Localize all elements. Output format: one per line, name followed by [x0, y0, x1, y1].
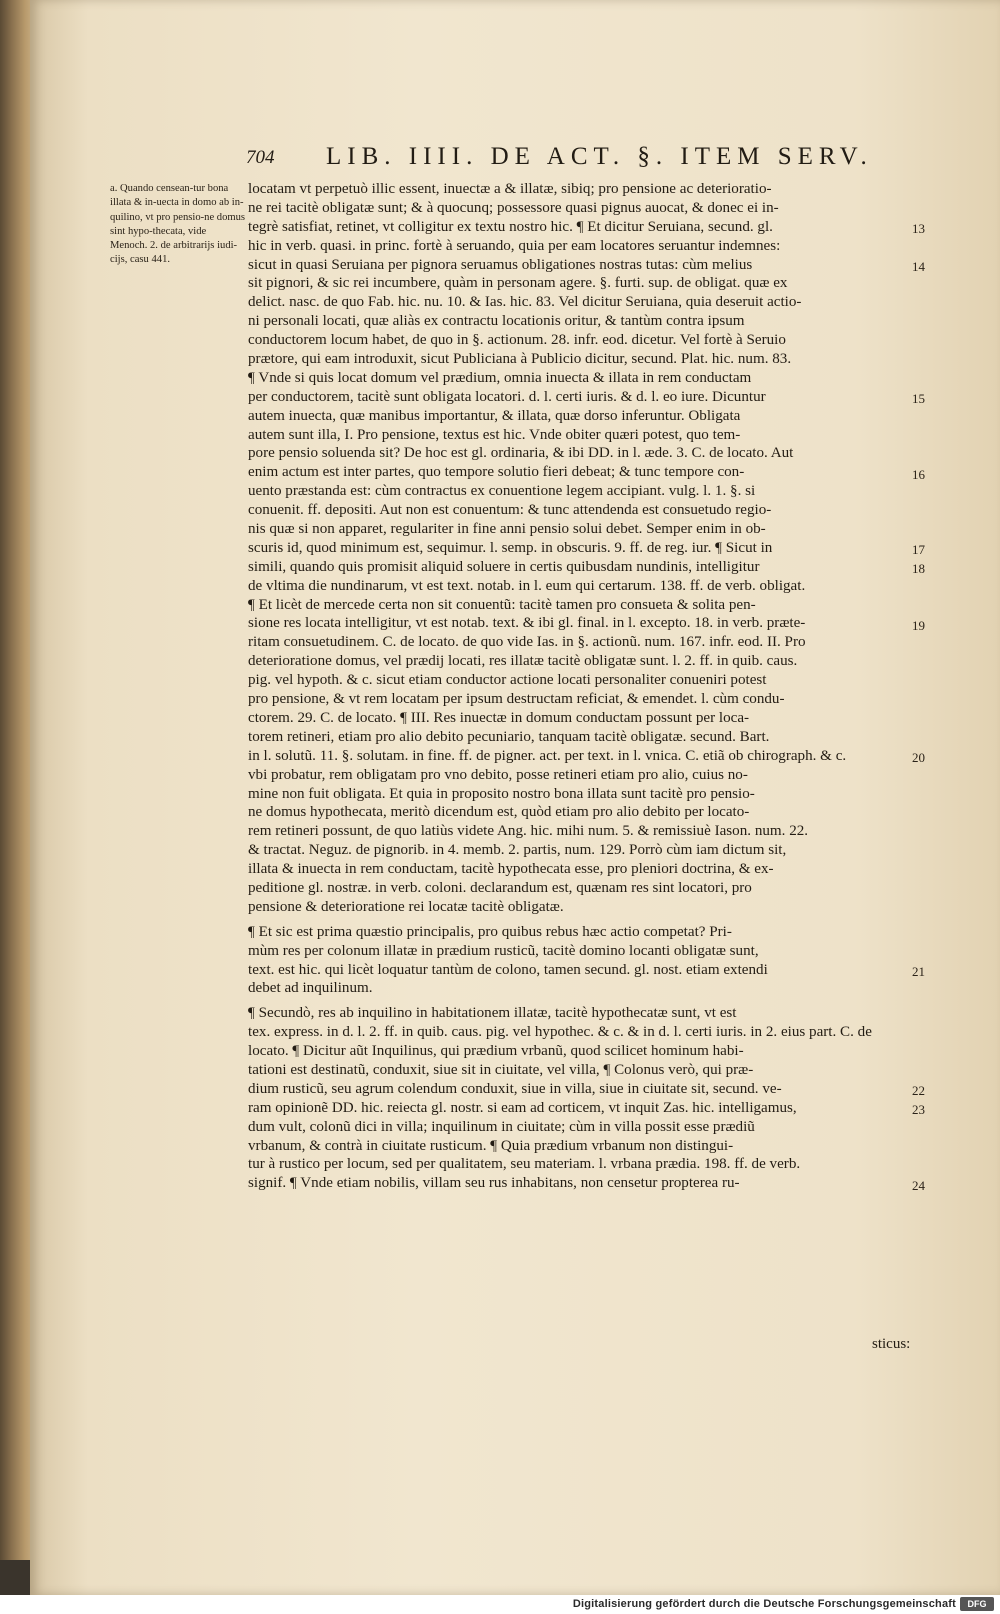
line-number: 13 — [912, 220, 925, 236]
text-line: ne domus hypothecata, meritò dicendum est, quòd etiam pro alio debito per locato- — [248, 804, 750, 821]
text-line: in l. solutũ. 11. §. solutam. in fine. ff. de pigner. act. per text. in l. vnica. C. etiã ob chirograph. & c. — [248, 747, 847, 764]
text-line: & tractat. Neguz. de pignorib. in 4. memb. 2. partis, num. 129. Porrò cùm iam dictum sit, — [248, 842, 787, 859]
text-line: mùm res per colonum illatæ in prædium rusticũ, tacitè domino locanti obligatæ sunt, — [248, 942, 759, 959]
text-line: scuris id, quod minimum est, sequimur. l. semp. in obscuris. 9. ff. de reg. iur. ¶ Sicut in — [248, 539, 773, 556]
running-head: LIB. IIII. DE ACT. §. ITEM SERV. — [326, 143, 873, 170]
text-line: autem inuecta, quæ manibus importantur, & illata, quæ dorso inferuntur. Obligata — [248, 407, 741, 424]
text-line: tationi est destinatũ, conduxit, siue sit in ciuitate, vel villa, ¶ Colonus verò, qui præ- — [248, 1061, 754, 1078]
text-line: locatam vt perpetuò illic essent, inuectæ a & illatæ, sibiq; pro pensione ac deterioratio- — [248, 181, 772, 197]
line-number: 21 — [912, 963, 925, 979]
text-line: debet ad inquilinum. — [248, 980, 373, 997]
text-line: peditione gl. nostræ. in verb. coloni. declarandum est, quænam res sint locatori, pro — [248, 879, 752, 896]
line-number: 24 — [912, 1177, 925, 1193]
text-line: de vltima die nundinarum, vt est text. notab. in l. eum qui certarum. 138. ff. de verb. obligat. — [248, 577, 806, 594]
line-number: 23 — [912, 1102, 925, 1118]
catchword: sticus: — [872, 1336, 911, 1352]
line-number: 17 — [912, 542, 925, 558]
line-number: 20 — [912, 750, 925, 765]
line-number: 14 — [912, 258, 925, 274]
text-line: tex. express. in d. l. 2. ff. in quib. caus. pig. vel hypothec. & c. & in d. l. certi iuris. in 2. eius part. C. de — [248, 1024, 872, 1041]
text-line: sit pignori, & sic rei incumbere, quàm in personam agere. §. furti. sup. de obligat. quæ ex — [248, 275, 788, 292]
text-line: per conductorem, tacitè sunt obligata locatori. d. l. certi iuris. & d. l. eo iure. Dicuntur — [248, 388, 766, 405]
text-line: pro pensione, & vt rem locatam per ipsum destructam reficiat, & emendet. l. cùm condu- — [248, 691, 785, 708]
text-line: torem retineri, etiam pro alio debito pecuniario, tanquam tacitè obligatæ. secund. Bart. — [248, 728, 770, 745]
margin-note: a. Quando censean-tur bona illata & in-uecta in domo ab in-quilino, vt pro pensio-ne domus sint hypo-thecata, vide Menoch. 2. de arbitrarijs iudi-cijs, casu 441. — [110, 183, 246, 266]
text-line: uento præstanda est: cùm contractus ex conuentione legem accipiant. vulg. l. 1. §. si — [248, 483, 756, 500]
line-number: 18 — [912, 561, 925, 576]
text-line: simili, quando quis promisit aliquid soluere in certis quibusdam nundinis, intelligitur — [248, 558, 760, 575]
text-line: pore pensio soluenda sit? De hoc est gl. ordinaria, & ibi DD. in l. æde. 3. C. de locato. Aut — [248, 445, 794, 462]
line-number: 16 — [912, 466, 925, 482]
text-line: ¶ Et licèt de mercede certa non sit conuentũ: tacitè tamen pro consueta & solita pen- — [248, 596, 756, 613]
text-line: conuenit. ff. depositi. Aut non est conuentum: & tunc attendenda est consuetudo regio- — [248, 502, 772, 519]
text-line: hic in verb. quasi. in princ. fortè à seruando, quia per eam locatores seruantur indemnes: — [248, 237, 781, 254]
text-line: delict. nasc. de quo Fab. hic. nu. 10. & Ias. hic. 83. Vel dicitur Seruiana, quia deseruit actio- — [248, 294, 802, 311]
page-header — [246, 143, 946, 175]
line-number: 15 — [912, 390, 925, 406]
text-line: locato. ¶ Dicitur aũt Inquilinus, qui prædium vrbanũ, quod scilicet hominum habi- — [248, 1043, 744, 1060]
text-line: ¶ Vnde si quis locat domum vel prædium, omnia inuecta & illata in rem conductam — [248, 369, 752, 386]
text-line: deterioratione domus, vel prædij locati, res illatæ tacitè obligatæ sunt. l. 2. ff. in quib. caus. — [248, 653, 798, 670]
line-number: 22 — [912, 1083, 925, 1099]
text-line: illata & inuecta in rem conductam, tacitè hypothecata esse, pro pleniori doctrina, & ex- — [248, 861, 774, 878]
text-line: prætore, qui eam introduxit, sicut Publiciana à Publicio dicitur, secund. Plat. hic. num. 83. — [248, 351, 792, 368]
text-line: dium rusticũ, seu agrum colendum conduxit, siue in villa, siue in ciuitate sit, secund. ve- — [248, 1080, 782, 1097]
text-line: ¶ Secundò, res ab inquilino in habitationem illatæ, tacitè hypothecatæ sunt, vt est — [248, 1005, 737, 1022]
text-line: sicut in quasi Seruiana per pignora seruamus obligationes nostras tutas: cùm melius — [248, 256, 753, 273]
text-line: text. est hic. qui licèt loquatur tantùm de colono, tamen secund. gl. nost. etiam extendi — [248, 961, 768, 978]
text-line: ram opinionẽ DD. hic. reiecta gl. nostr. si eam ad corticem, vt inquit Zas. hic. intelligamus, — [248, 1099, 797, 1116]
text-line: ritam consuetudinem. C. de locato. de quo vide Ias. in §. actionũ. num. 167. infr. eod. II. Pro — [248, 634, 806, 651]
text-line: dum vult, colonũ dici in villa; inquilinum in ciuitate; cùm in villa possit esse prædiũ — [248, 1118, 755, 1135]
text-line: enim actum est inter partes, quo tempore solutio fieri debeat; & tunc tempore con- — [248, 464, 745, 481]
funding-credit: Digitalisierung gefördert durch die Deutsche Forschungsgemeinschaft — [572, 1598, 956, 1610]
text-line: sione res locata intelligitur, vt est notab. text. & ibi gl. final. in l. excepto. 18. in verb. præte- — [248, 615, 806, 632]
text-line: tur à rustico per locum, sed per qualitatem, seu materiam. l. vrbana prædia. 198. ff. de verb. — [248, 1156, 801, 1173]
text-line: ¶ Et sic est prima quæstio principalis, pro quibus rebus hæc actio competat? Pri- — [248, 923, 732, 940]
text-line: nis quæ si non apparet, regulariter in fine anni pensio solui debet. Semper enim in ob- — [248, 521, 766, 538]
text-line: ne rei tacitè obligatæ sunt; & à quocunq; possessore quasi pignus auocat, & donec ei in- — [248, 199, 779, 216]
text-line: conductorem locum habet, de quo in §. actionum. 28. infr. eod. dicetur. Vel fortè à Seruio — [248, 332, 786, 349]
text-line: vbi probatur, rem obligatam pro vno debito, posse retineri etiam pro alio, cuius no- — [248, 766, 748, 783]
text-line: signif. ¶ Vnde etiam nobilis, villam seu rus inhabitans, non censetur propterea ru- — [248, 1175, 740, 1192]
text-line: rem retineri possunt, de quo latiùs videte Ang. hic. mihi num. 5. & remissiuè Iason. num. 22. — [248, 823, 809, 840]
page-number: 704 — [246, 147, 275, 168]
text-line: mine non fuit obligata. Et quia in proposito nostro bona illata sunt tacitè pro pensio- — [248, 785, 755, 802]
text-line: autem sunt illa, I. Pro pensione, textus est hic. Vnde obiter quæri potest, quo tem- — [248, 426, 741, 443]
dfg-logo: DFG — [960, 1597, 994, 1611]
text-line: vrbanum, & contrà in ciuitate rusticum. ¶ Quia prædium vrbanum non distingui- — [248, 1137, 734, 1154]
text-line: pig. vel hypoth. & c. sicut etiam conductor actione locati personaliter conueniri potest — [248, 672, 767, 689]
text-line: pensione & deterioratione rei locatæ tacitè obligatæ. — [248, 898, 564, 915]
line-number: 19 — [912, 617, 925, 633]
body-text — [248, 180, 910, 1193]
text-line: ni personali locati, quæ aliàs ex contractu locationis oritur, & tantùm contra ipsum — [248, 313, 745, 330]
text-line: tegrè satisfiat, retinet, vt colligitur ex textu nostro hic. ¶ Et dicitur Seruiana, secund. gl. — [248, 218, 773, 235]
text-line: ctorem. 29. C. de locato. ¶ III. Res inuectæ in domum conductam possunt per loca- — [248, 709, 750, 726]
